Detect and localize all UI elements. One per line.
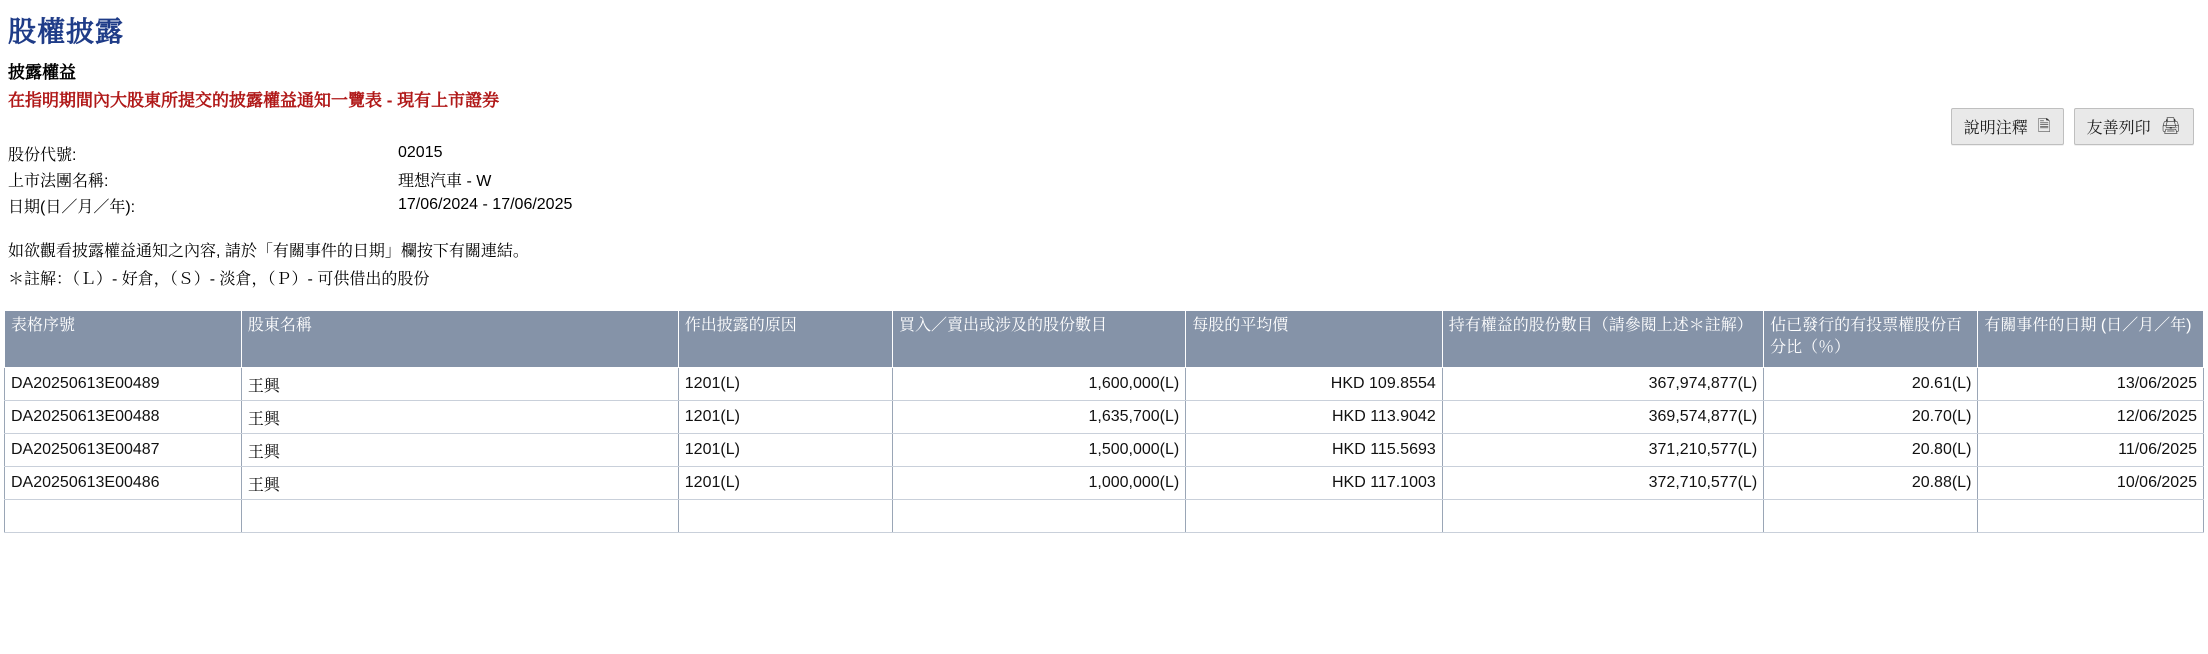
cell-shares-held bbox=[1442, 500, 1763, 533]
header-avg-price: 每股的平均價 bbox=[1186, 311, 1443, 368]
cell-holder: 王興 bbox=[241, 467, 678, 500]
cell-shares-held: 369,574,877(L) bbox=[1442, 401, 1763, 434]
cell-holder: 王興 bbox=[241, 368, 678, 401]
page-subtitle: 披露權益 bbox=[8, 63, 76, 82]
stock-code-value: 02015 bbox=[398, 144, 443, 161]
cell-event-date[interactable]: 11/06/2025 bbox=[1978, 434, 2204, 467]
table-row[interactable] bbox=[5, 434, 2204, 467]
cell-serial: DA20250613E00487 bbox=[5, 434, 242, 467]
date-range-label: 日期(日／月／年): bbox=[8, 198, 136, 216]
page-description: 在指明期間內大股東所提交的披露權益通知一覽表 - 現有上市證券 bbox=[8, 91, 500, 110]
cell-shares-held: 367,974,877(L) bbox=[1442, 368, 1763, 401]
cell-percent: 20.80(L) bbox=[1764, 434, 1978, 467]
header-shares-held: 持有權益的股份數目（請參閱上述＊註解） bbox=[1442, 311, 1763, 368]
cell-serial: DA20250613E00489 bbox=[5, 368, 242, 401]
instruction-note: 如欲觀看披露權益通知之內容, 請於「有關事件的日期」欄按下有關連結。 bbox=[8, 243, 529, 260]
toolbar bbox=[1951, 108, 2194, 145]
cell-serial bbox=[5, 500, 242, 533]
header-serial: 表格序號 bbox=[5, 311, 242, 368]
cell-avg-price: HKD 115.5693 bbox=[1186, 434, 1443, 467]
cell-avg-price: HKD 117.1003 bbox=[1186, 467, 1443, 500]
cell-percent: 20.88(L) bbox=[1764, 467, 1978, 500]
page-title: 股權披露 bbox=[8, 16, 125, 47]
notes-button[interactable] bbox=[1951, 108, 2064, 145]
printer-icon: 🖨 bbox=[2160, 117, 2181, 135]
cell-event-date[interactable] bbox=[1978, 500, 2204, 533]
disclosure-table bbox=[4, 310, 2204, 533]
cell-shares-involved bbox=[893, 500, 1186, 533]
cell-shares-involved: 1,600,000(L) bbox=[893, 368, 1186, 401]
header-percent: 佔已發行的有投票權股份百分比（％） bbox=[1764, 311, 1978, 368]
table-row[interactable] bbox=[5, 401, 2204, 434]
table-row[interactable] bbox=[5, 467, 2204, 500]
meta-row-date-range bbox=[8, 192, 572, 218]
cell-shares-held: 371,210,577(L) bbox=[1442, 434, 1763, 467]
meta-row-company-name bbox=[8, 166, 572, 192]
header-reason: 作出披露的原因 bbox=[678, 311, 892, 368]
cell-reason: 1201(L) bbox=[678, 401, 892, 434]
cell-reason: 1201(L) bbox=[678, 434, 892, 467]
legend-note: ＊註解：（Ｌ）- 好倉，（Ｓ）- 淡倉，（Ｐ）- 可供借出的股份 bbox=[8, 271, 430, 288]
table-row[interactable] bbox=[5, 368, 2204, 401]
cell-shares-held: 372,710,577(L) bbox=[1442, 467, 1763, 500]
cell-reason bbox=[678, 500, 892, 533]
cell-event-date[interactable]: 13/06/2025 bbox=[1978, 368, 2204, 401]
cell-holder: 王興 bbox=[241, 434, 678, 467]
header-event-date: 有關事件的日期 (日／月／年) bbox=[1978, 311, 2204, 368]
date-range-value: 17/06/2024 - 17/06/2025 bbox=[398, 196, 573, 213]
cell-avg-price: HKD 113.9042 bbox=[1186, 401, 1443, 434]
table-header-row bbox=[5, 311, 2204, 368]
print-button[interactable] bbox=[2074, 108, 2194, 145]
header-shares-involved: 買入／賣出或涉及的股份數目 bbox=[893, 311, 1186, 368]
header-holder: 股東名稱 bbox=[241, 311, 678, 368]
meta-row-stock-code bbox=[8, 140, 572, 166]
cell-holder: 王興 bbox=[241, 401, 678, 434]
query-summary bbox=[8, 140, 572, 218]
cell-avg-price bbox=[1186, 500, 1443, 533]
cell-percent bbox=[1764, 500, 1978, 533]
cell-reason: 1201(L) bbox=[678, 368, 892, 401]
company-name-value: 理想汽車 - W bbox=[398, 172, 492, 190]
cell-percent: 20.70(L) bbox=[1764, 401, 1978, 434]
cell-reason: 1201(L) bbox=[678, 467, 892, 500]
notes-button-label: 說明注釋 bbox=[1963, 120, 2028, 137]
document-icon: 🗎 bbox=[2037, 117, 2051, 135]
cell-shares-involved: 1,635,700(L) bbox=[893, 401, 1186, 434]
cell-event-date[interactable]: 12/06/2025 bbox=[1978, 401, 2204, 434]
cell-avg-price: HKD 109.8554 bbox=[1186, 368, 1443, 401]
cell-percent: 20.61(L) bbox=[1764, 368, 1978, 401]
stock-code-label: 股份代號: bbox=[8, 146, 77, 164]
cell-event-date[interactable]: 10/06/2025 bbox=[1978, 467, 2204, 500]
table-row[interactable] bbox=[5, 500, 2204, 533]
company-name-label: 上市法團名稱: bbox=[8, 172, 109, 190]
cell-serial: DA20250613E00486 bbox=[5, 467, 242, 500]
cell-serial: DA20250613E00488 bbox=[5, 401, 242, 434]
print-button-label: 友善列印 bbox=[2086, 120, 2151, 137]
cell-shares-involved: 1,500,000(L) bbox=[893, 434, 1186, 467]
cell-shares-involved: 1,000,000(L) bbox=[893, 467, 1186, 500]
cell-holder bbox=[241, 500, 678, 533]
